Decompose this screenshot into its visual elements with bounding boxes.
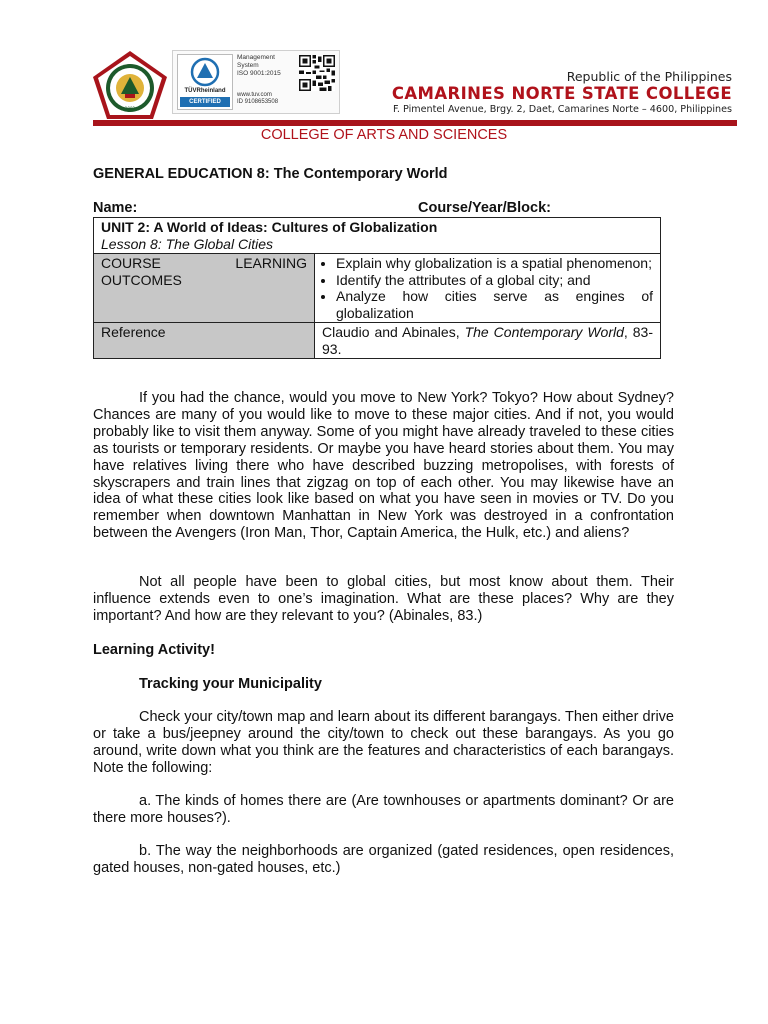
republic-text: Republic of the Philippines	[566, 69, 732, 84]
tuv-triangle-icon	[178, 55, 232, 87]
tuv-brand: TÜVRheinland	[184, 88, 226, 94]
outcome-item: • Analyze how cities serve as engines of globalization	[336, 288, 653, 321]
qr-code-icon	[299, 55, 335, 91]
department-title: COLLEGE OF ARTS AND SCIENCES	[260, 127, 508, 143]
table-row	[94, 218, 661, 254]
subject-title: GENERAL EDUCATION 8: The Contemporary World	[93, 166, 448, 182]
tuv-certified-band: CERTIFIED	[180, 97, 230, 107]
cert-web-text	[237, 92, 297, 106]
college-address: F. Pimentel Avenue, Brgy. 2, Daet, Camarines Norte – 4600, Philippines	[392, 104, 732, 115]
reference-authors: Claudio and Abinales,	[322, 324, 465, 340]
outcomes-list-cell	[315, 254, 661, 323]
outcome-item: • Explain why globalization is a spatial phenomenon;	[336, 255, 653, 272]
intro-paragraph: If you had the chance, would you move to New York? Tokyo? How about Sydney? Chances are many of you would like to move to these major cities. And if not, you would probably like to visit them anyway. Some of you might have already traveled to these cities as tourists or temporary residents. Or maybe you have heard stories about them. You may have relatives living there who have described buzzing metropolises, with forests of skyscrapers and train lines that zigzag on top of each other. You may likewise have an idea of what these cities look like based on what you have seen in movies or TV. Do you remember when downtown Manhattan in New York was destroyed in a confrontation between the Avengers (Iron Man, Thor, Captain America, the Hulk, etc.) and aliens?	[93, 390, 674, 542]
letterhead	[0, 0, 768, 130]
cert-id: ID 9108653508	[237, 99, 279, 105]
cert-line: System	[237, 62, 259, 69]
unit-title: UNIT 2: A World of Ideas: Cultures of Globalization	[101, 219, 438, 235]
course-year-block-label: Course/Year/Block:	[418, 200, 551, 216]
cert-website: www.tuv.com	[237, 92, 272, 98]
svg-text:1992: 1992	[124, 106, 136, 111]
lesson-info-table	[93, 217, 661, 359]
table-row	[94, 254, 661, 323]
outcomes-list	[322, 255, 653, 321]
activity-title: Tracking your Municipality	[139, 676, 322, 692]
global-cities-paragraph: Not all people have been to global cities, but most know about them. Their influence extends even to one’s imagination. What are these places? Why are they important? And how are they relevant to you? (Abinales, 83.)	[93, 574, 674, 624]
outcomes-label	[101, 255, 307, 272]
cert-system-text	[237, 54, 295, 78]
tuv-logo	[177, 54, 233, 110]
college-seal-logo	[92, 50, 168, 120]
activity-heading: Learning Activity!	[93, 642, 215, 658]
reference-cell	[315, 323, 661, 359]
reference-book-title: The Contemporary World	[464, 324, 624, 340]
activity-instructions: Check your city/town map and learn about its different barangays. Then either drive or take a bus/jeepney around the city/town to check out these barangays. As you go around, write down what you think are the features and characteristics of each barangays. Note the following:	[93, 709, 674, 776]
college-name: CAMARINES NORTE STATE COLLEGE	[391, 84, 732, 103]
name-label: Name:	[93, 200, 138, 216]
reference-label: Reference	[94, 323, 315, 359]
cert-line: ISO 9001:2015	[237, 70, 281, 77]
student-info-row	[93, 200, 661, 216]
outcome-item: • Identify the attributes of a global city; and	[336, 272, 653, 289]
activity-item-b: b. The way the neighborhoods are organized (gated residences, open residences, gated houses, non-gated houses, etc.)	[93, 843, 674, 876]
outcomes-label-word: OUTCOMES	[101, 271, 182, 288]
outcomes-label-word: COURSE	[101, 255, 161, 271]
cert-line: Management	[237, 54, 275, 61]
unit-cell	[94, 218, 661, 254]
activity-item-a: a. The kinds of homes there are (Are townhouses or apartments dominant? Or are there more houses?).	[93, 793, 674, 826]
table-row	[94, 323, 661, 359]
outcomes-label-word: LEARNING	[235, 255, 307, 271]
header-divider	[93, 120, 737, 126]
iso-certification-badge	[172, 50, 340, 114]
outcomes-label-cell	[94, 254, 315, 323]
lesson-title: Lesson 8: The Global Cities	[101, 235, 273, 252]
reference-pages: , 83-93.	[322, 324, 654, 357]
